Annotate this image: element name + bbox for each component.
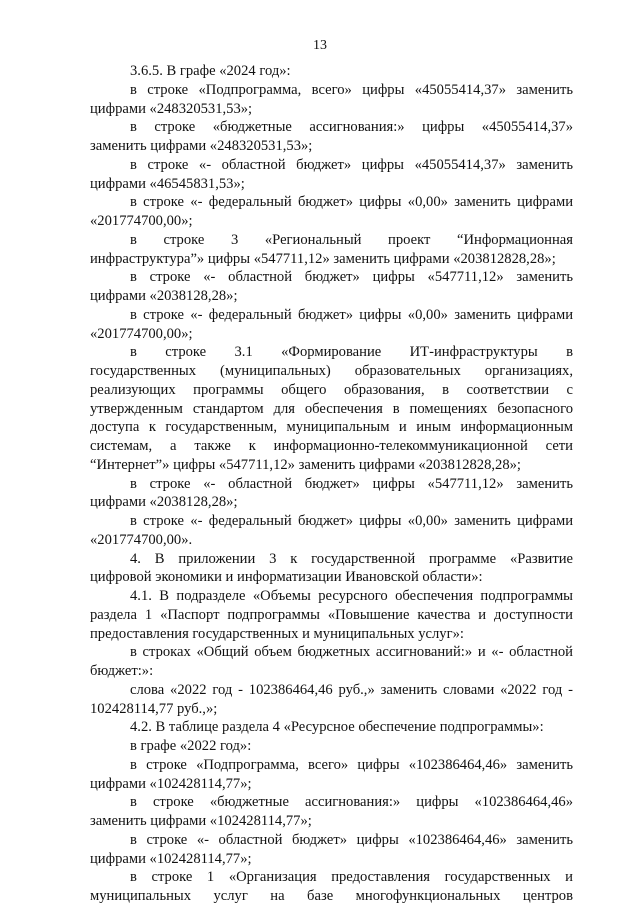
text-line: заменить цифрами «102428114,77»; — [90, 813, 312, 829]
document-body — [90, 62, 573, 906]
text-line: «201774700,00»; — [90, 325, 193, 342]
text-line: в строке «Подпрограмма, всего» цифры «45055414,37» заменить — [130, 81, 573, 98]
text-line: 3.6.5. В графе «2024 год»: — [130, 63, 291, 79]
text-line: 4.2. В таблице раздела 4 «Ресурсное обеспечение подпрограммы»: — [130, 719, 544, 736]
text-line: цифровой экономики и информатизации Ивановской области»: — [90, 569, 483, 586]
text-line: в строке 1 «Организация предоставления государственных и — [130, 869, 573, 886]
text-line: бюджет:»: — [90, 663, 154, 679]
text-line: цифрами «46545831,53»; — [90, 175, 245, 192]
text-line: в строке «Подпрограмма, всего» цифры «102386464,46» заменить — [130, 756, 573, 773]
text-line: предоставления государственных и муниципальных услуг»: — [90, 625, 464, 642]
text-line: цифрами «102428114,77»; — [90, 775, 252, 792]
text-line: в строке «- областной бюджет» цифры «547711,12» заменить — [130, 475, 573, 492]
text-line: в строке «- федеральный бюджет» цифры «0,00» заменить цифрами — [130, 194, 573, 211]
text-line: в строке «- областной бюджет» цифры «547711,12» заменить — [130, 269, 573, 286]
text-line: 4.1. В подразделе «Объемы ресурсного обеспечения подпрограммы — [130, 588, 573, 604]
text-line: в строке «- областной бюджет» цифры «102386464,46» заменить — [130, 831, 573, 848]
text-line: слова «2022 год - 102386464,46 руб.,» заменить словами «2022 год - — [130, 681, 573, 698]
text-line: цифрами «102428114,77»; — [90, 850, 252, 867]
text-line: в строке «- федеральный бюджет» цифры «0,00» заменить цифрами — [130, 306, 573, 323]
text-line: заменить цифрами «248320531,53»; — [90, 138, 313, 154]
text-line: “Интернет”» цифры «547711,12» заменить цифрами «203812828,28»; — [90, 456, 521, 473]
text-line: доступа к государственным, муниципальным и иным информационным — [90, 419, 573, 436]
text-line: цифрами «248320531,53»; — [90, 100, 253, 117]
text-line: цифрами «2038128,28»; — [90, 288, 238, 304]
text-line: в строках «Общий объем бюджетных ассигнований:» и «- областной — [130, 644, 573, 661]
text-line: в строке «- федеральный бюджет» цифры «0,00» заменить цифрами — [130, 513, 573, 529]
text-line: инфраструктура”» цифры «547711,12» заменить цифрами «203812828,28»; — [90, 250, 556, 267]
text-line: 4. В приложении 3 к государственной программе «Развитие — [130, 550, 573, 567]
text-line: в графе «2022 год»: — [130, 738, 252, 754]
page-number: 13 — [313, 38, 327, 53]
text-line: 102428114,77 руб.,»; — [90, 700, 218, 717]
text-line: государственных (муниципальных) образовательных организациях, — [90, 363, 573, 379]
text-line: раздела 1 «Паспорт подпрограммы «Повышение качества и доступности — [90, 606, 573, 623]
text-line: утвержденным стандартом для обеспечения в помещениях безопасного — [90, 400, 573, 417]
text-line: в строке «бюджетные ассигнования:» цифры «102386464,46» — [130, 794, 573, 811]
text-line: цифрами «2038128,28»; — [90, 494, 238, 511]
text-line: в строке «- областной бюджет» цифры «45055414,37» заменить — [130, 156, 573, 173]
text-line: «201774700,00». — [90, 531, 193, 548]
text-line: в строке 3.1 «Формирование ИТ-инфраструктуры в — [130, 344, 573, 361]
text-line: муниципальных услуг на базе многофункциональных центров — [90, 888, 573, 904]
text-line: в строке 3 «Региональный проект “Информационная — [130, 231, 573, 248]
text-line: реализующих программы общего образования, в соответствии с — [90, 381, 573, 398]
text-line: «201774700,00»; — [90, 213, 193, 229]
text-line: системам, а также к информационно-телекоммуникационной сети — [90, 438, 573, 454]
text-line: в строке «бюджетные ассигнования:» цифры «45055414,37» — [130, 119, 573, 136]
